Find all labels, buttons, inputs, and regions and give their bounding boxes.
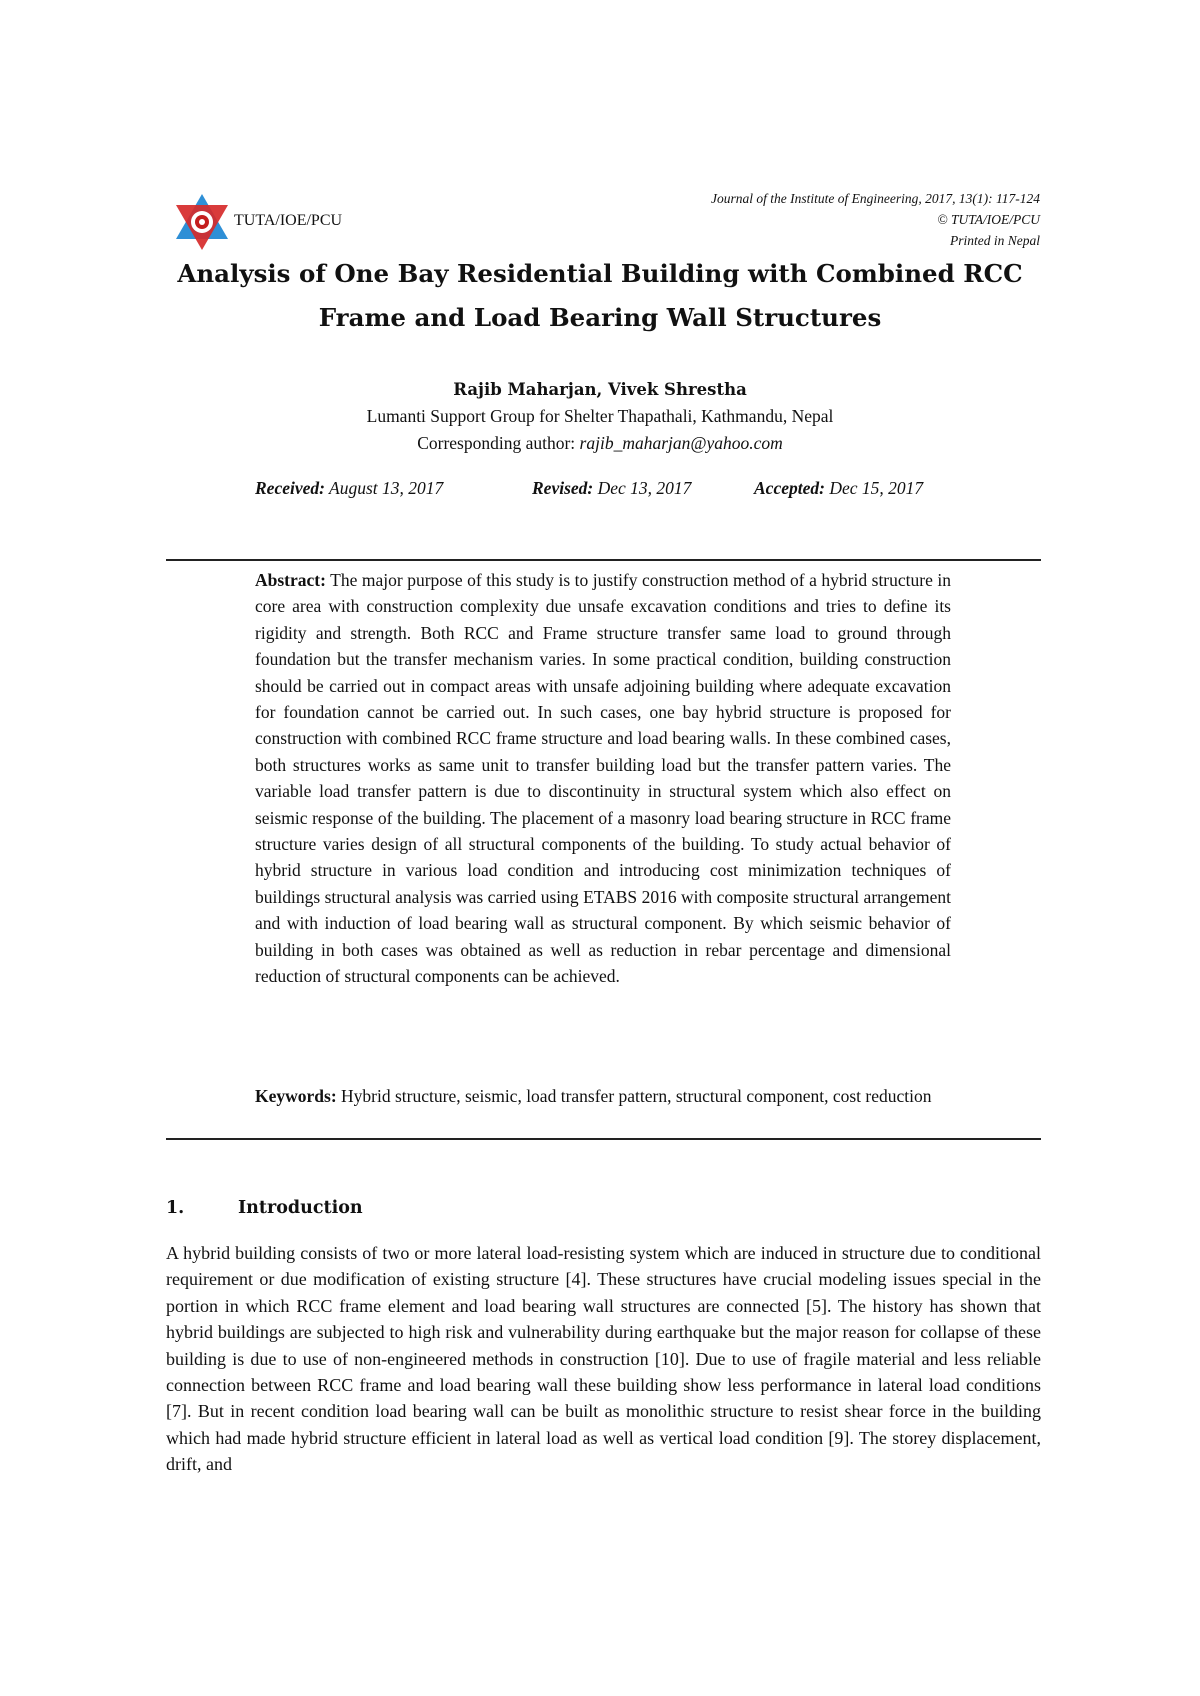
introduction-paragraph: A hybrid building consists of two or more lateral load-resisting system which are induced in structure due to conditional requirement or due modification of existing structure [4]. These structures have crucial modeling issues special in the portion in which RCC frame element and load bearing wall structures are connected [5]. The history has shown that hybrid buildings are subjected to high risk and vulnerability during earthquake but the major reason for collapse of these building is due to use of non-engineered methods in construction [10]. Due to use of fragile material and less reliable connection between RCC frame and load bearing wall these building show less performance in lateral load conditions [7]. But in recent condition load bearing wall can be built as monolithic structure to resist shear force in the building which had made hybrid structure efficient in lateral load as well as vertical load condition [9]. The storey displacement, drift, and [166,1243,1041,1475]
accepted-label: Accepted: [754,478,825,498]
keywords [255,1083,951,1109]
corresponding-author [150,433,1050,454]
received-date [255,478,443,499]
abstract [255,567,951,990]
affiliation: Lumanti Support Group for Shelter Thapathali, Kathmandu, Nepal [366,406,834,426]
revised-value: Dec 13, 2017 [597,478,692,498]
journal-info [711,188,1040,251]
paper-title: Analysis of One Bay Residential Building with Combined RCC Frame and Load Bearing Wall Structures [177,259,1023,332]
received-label: Received: [255,478,325,498]
institution-logo-icon [172,192,232,252]
accepted-date [754,478,923,499]
authors: Rajib Maharjan, Vivek Shrestha [453,380,747,399]
abstract-text: The major purpose of this study is to justify construction method of a hybrid structure in core area with construction complexity due unsafe excavation conditions and tries to define its rigidity and strength. Both RCC and Frame structure transfer same load to ground through foundation but the transfer mechanism varies. In some practical condition, building construction should be carried out in compact areas with unsafe adjoining building where adequate excavation for foundation cannot be carried out. In such cases, one bay hybrid structure is proposed for construction with combined RCC frame structure and load bearing walls. In these combined cases, both structures works as same unit to transfer building load but the transfer pattern varies. The variable load transfer pattern is due to discontinuity in structural system which also effect on seismic response of the building. The placement of a masonry load bearing structure in RCC frame structure varies design of all structural components of the building. To study actual behavior of hybrid structure in various load condition and introducing cost minimization techniques of buildings structural analysis was carried using ETABS 2016 with composite structural arrangement and with induction of load bearing wall as structural component. By which seismic behavior of building in both cases was obtained as well as reduction in rebar percentage and dimensional reduction of structural components can be achieved. [255,570,951,987]
section-number: 1. [166,1198,185,1218]
corresponding-label: Corresponding author: [417,433,580,453]
section-title: Introduction [238,1198,363,1218]
keywords-text: Hybrid structure, seismic, load transfer pattern, structural component, cost reduction [341,1086,932,1106]
accepted-value: Dec 15, 2017 [829,478,924,498]
journal-citation: Journal of the Institute of Engineering, 2017, 13(1): 117-124 [711,191,1040,206]
copyright-line: © TUTA/IOE/PCU [937,212,1040,227]
printed-line: Printed in Nepal [950,233,1040,248]
logo-text: TUTA/IOE/PCU [234,212,343,229]
keywords-label: Keywords: [255,1086,337,1106]
abstract-label: Abstract: [255,570,326,590]
author-email: rajib_maharjan@yahoo.com [579,433,783,453]
abstract-bottom-divider [166,1138,1041,1140]
revised-label: Revised: [532,478,594,498]
revised-date [532,478,691,499]
abstract-top-divider [166,559,1041,561]
received-value: August 13, 2017 [329,478,444,498]
